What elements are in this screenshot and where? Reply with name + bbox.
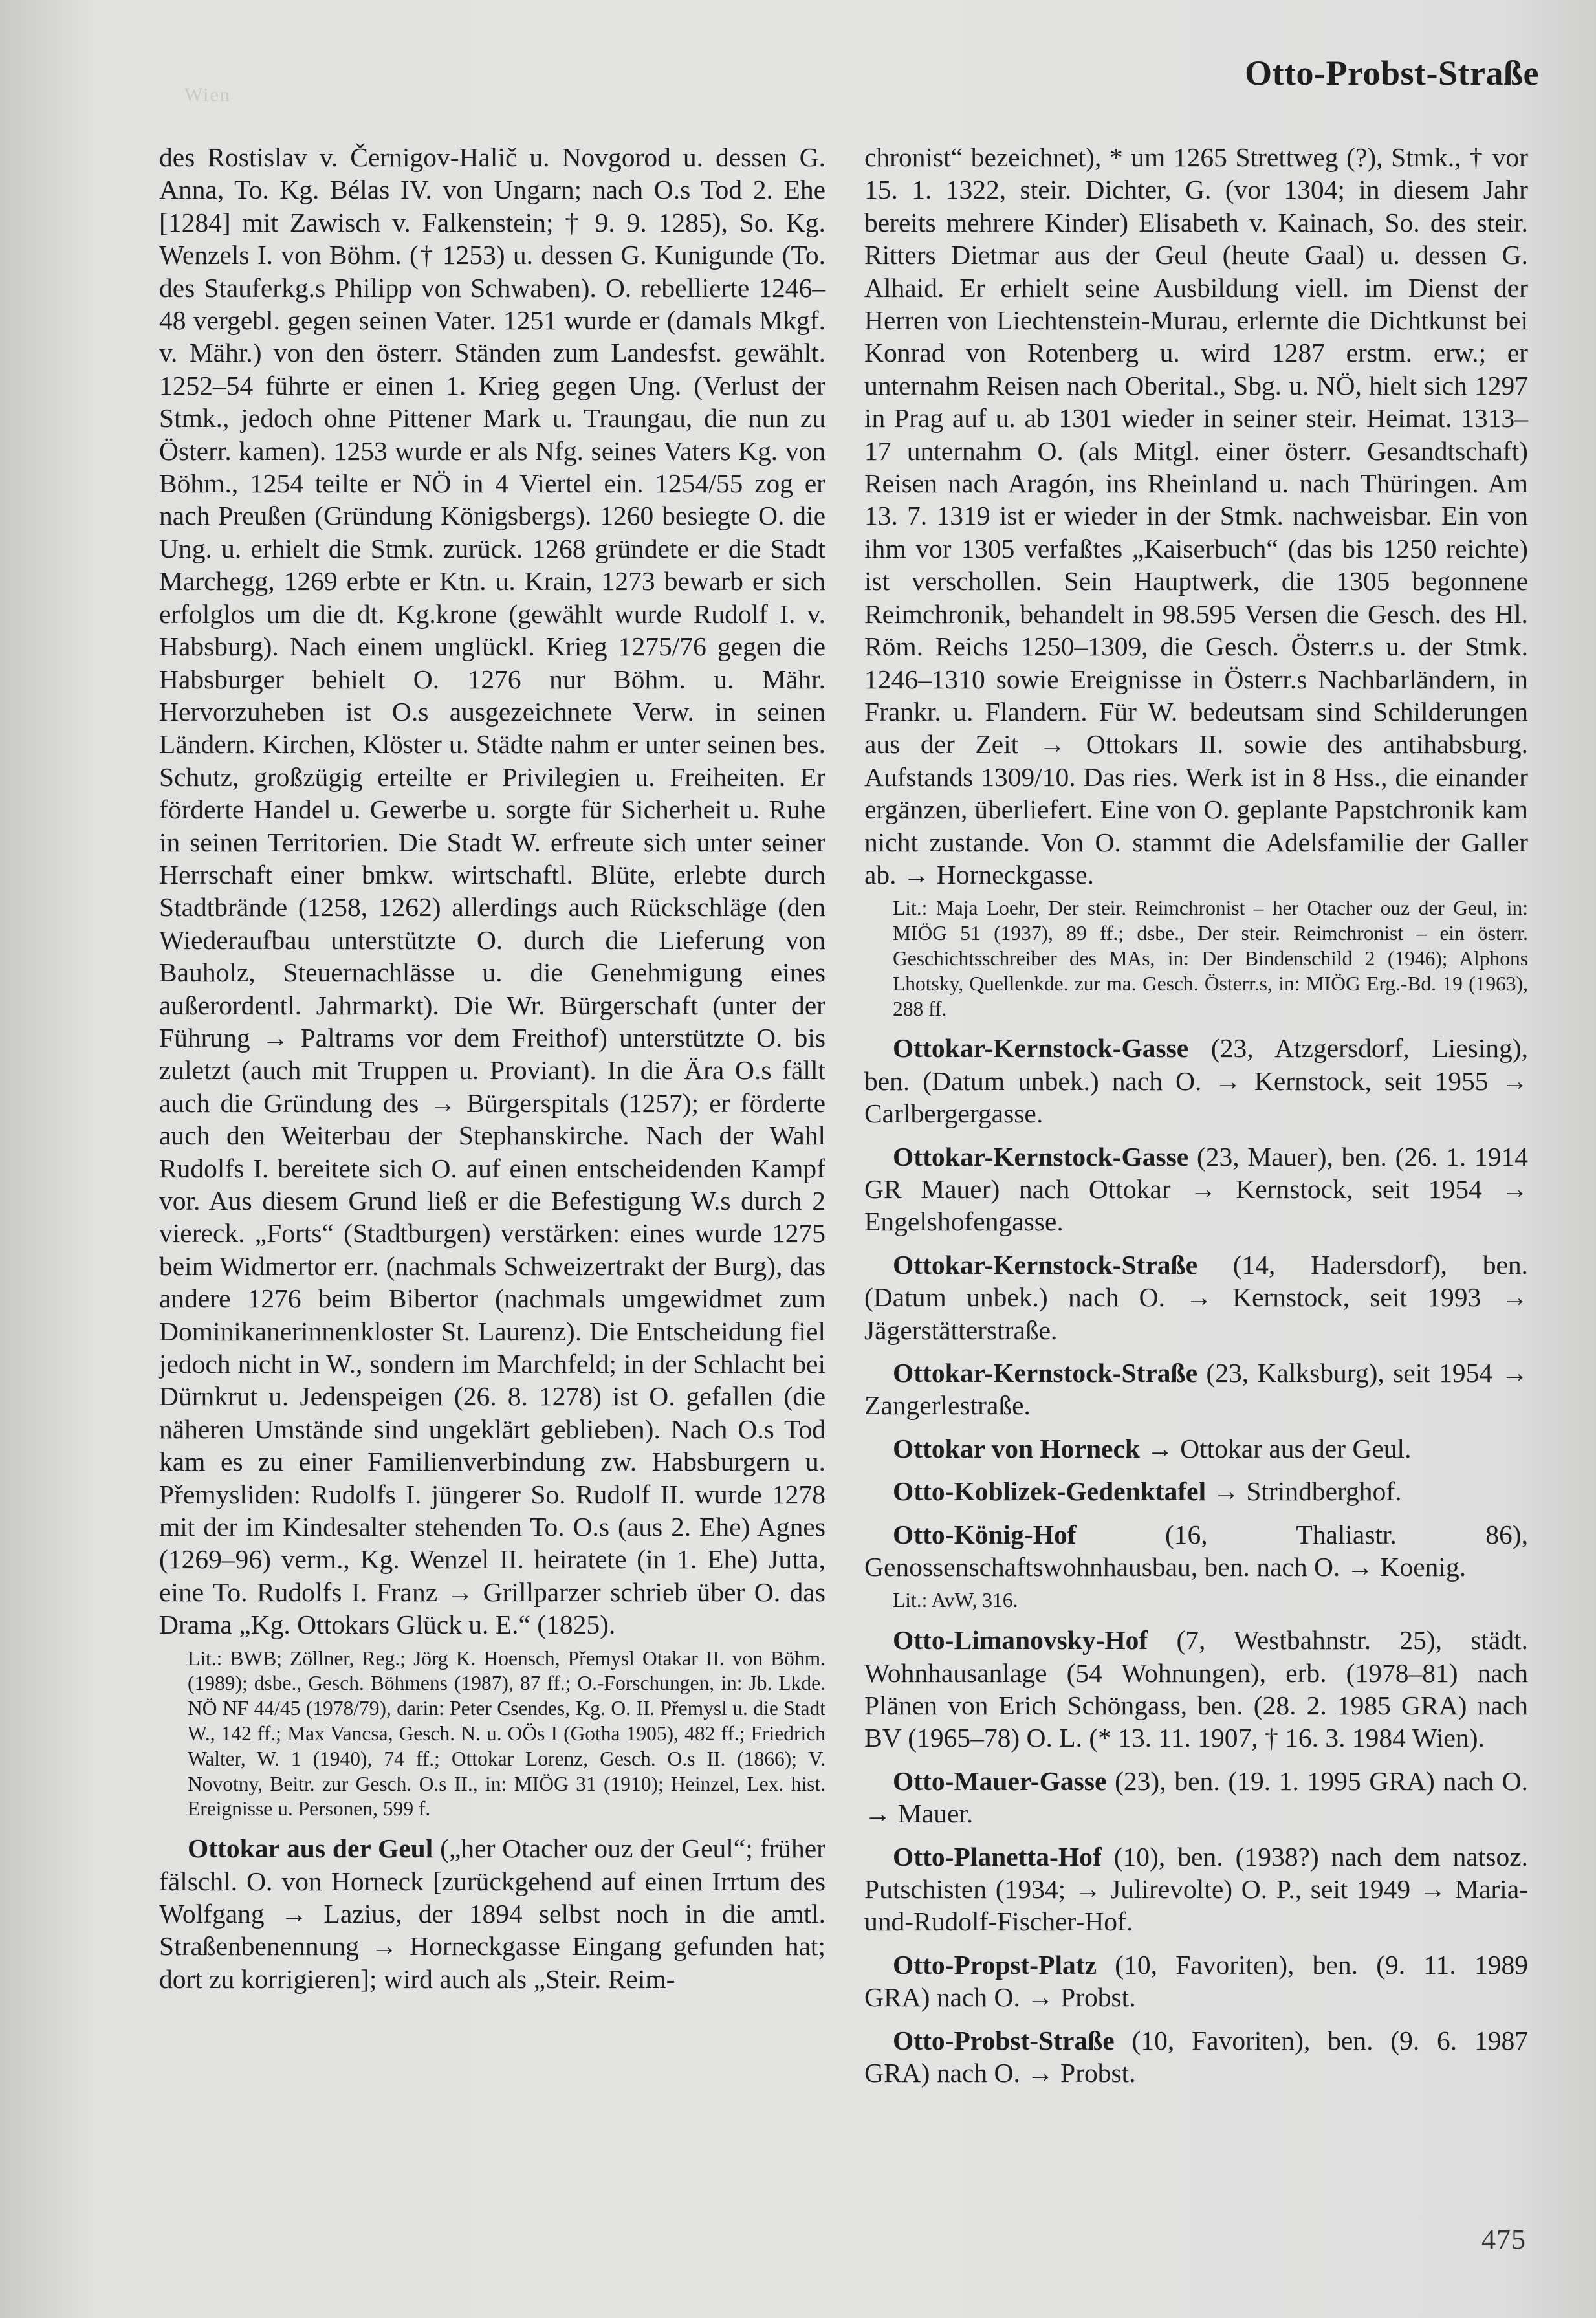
article-continuation-text: chronist“ bezeichnet), * um 1265 Strettweg (?), Stmk., † vor 15. 1. 1322, steir. Dichter, G. (vor 1304; in diesem Jahr bereits mehrere Kinder) Elisabeth v. Kainach, So. des steir. Ritters Dietmar aus der Geul (heute Gaal) u. dessen G. Alhaid. Er erhielt seine Ausbildung viell. im Dienst der Herren von Liechtenstein-Murau, erlernte die Dichtkunst bei Konrad von Rotenberg u. wird 1287 erstm. erw.; er unternahm Reisen nach Oberital., Sbg. u. NÖ, hielt sich 1297 in Prag auf u. ab 1301 wieder in seiner steir. Heimat. 1313–17 unternahm O. (als Mitgl. einer österr. Gesandtschaft) Reisen nach Aragón, ins Rheinland u. nach Thüringen. Am 13. 7. 1319 ist er wieder in der Stmk. nachweisbar. Ein von ihm vor 1305 verfaßtes „Kaiserbuch“ (das bis 1250 reichte) ist verschollen. Sein Hauptwerk, die 1305 begonnene Reimchronik, behandelt in 98.595 Versen die Gesch. des Hl. Röm. Reichs 1250–1309, die Gesch. Österr.s u. der Stmk. 1246–1310 sowie Ereignisse in Österr.s Nachbarländern, in Frankr. u. Flandern. Für W. bedeutsam sind Schilderungen aus der Zeit → Ottokars II. sowie des antihabsburg. Aufstands 1309/10. Das ries. Werk ist in 8 Hss., die einander ergänzen, überliefert. Eine von O. geplante Papstchronik kam nicht zustande. Von O. stammt die Adelsfamilie der Galler ab. → Horneckgasse. [864, 142, 1528, 890]
lexicon-entry [864, 1949, 1528, 2014]
entry-headword: Otto-Limanovsky-Hof [893, 1625, 1148, 1656]
entry-text: (7, Westbahnstr. 25), städt. Wohnhausanlage (54 Wohnungen), erb. (1978–81) nach Plänen von Erich Schöngass, ben. (28. 2. 1985 GRA) nach BV (1965–78) O. L. (* 13. 11. 1907, † 16. 3. 1984 Wien). [864, 1625, 1528, 1753]
running-header-title: Otto-Probst-Straße [1245, 54, 1539, 93]
lexicon-entry [864, 1032, 1528, 1130]
entry-headword: Otto-Mauer-Gasse [893, 1766, 1107, 1796]
entry-headword: Otto-Probst-Straße [893, 2025, 1115, 2055]
right-column [864, 141, 1528, 2094]
entry-text: (10, Favoriten), ben. (9. 6. 1987 GRA) nach O. → Probst. [864, 2025, 1529, 2088]
entry-headword: Otto-Planetta-Hof [893, 1841, 1102, 1872]
left-column [159, 141, 825, 1999]
entry-headword: Ottokar-Kernstock-Straße [893, 1249, 1198, 1280]
entry-text: (23, Mauer), ben. (26. 1. 1914 GR Mauer) nach Ottokar → Kernstock, seit 1954 → Engelshofengasse. [864, 1141, 1528, 1237]
entry-headword: Otto-Koblizek-Gedenktafel [893, 1476, 1207, 1507]
entry-headword: Otto-König-Hof [893, 1519, 1077, 1549]
entry-headword: Ottokar-Kernstock-Gasse [893, 1033, 1189, 1064]
entry-text: → Ottokar aus der Geul. [1146, 1433, 1412, 1463]
entry-text: → Strindberghof. [1212, 1476, 1402, 1507]
lexicon-entry [864, 1518, 1528, 1584]
entry-text: (23, Kalksburg), seit 1954 → Zangerlestraße. [864, 1357, 1529, 1421]
faint-running-mark: Wien [184, 84, 231, 105]
lexicon-entry [864, 1624, 1528, 1755]
entry-headword: Otto-Propst-Platz [893, 1949, 1097, 1980]
entry-text: (23, Atzgersdorf, Liesing), ben. (Datum unbek.) nach O. → Kernstock, seit 1955 → Carlbergergasse. [864, 1033, 1529, 1129]
lexicon-entry [159, 1832, 825, 1995]
lexicon-entry [864, 2024, 1528, 2090]
entry-text: (23), ben. (19. 1. 1995 GRA) nach O. → Mauer. [864, 1766, 1528, 1829]
page-number: 475 [1481, 2224, 1526, 2255]
literature-references: Lit.: BWB; Zöllner, Reg.; Jörg K. Hoensch, Přemysl Otakar II. von Böhm. (1989); dsbe., Gesch. Böhmens (1987), 87 ff.; O.-Forschungen, in: Jb. Lkde. NÖ NF 44/45 (1978/79), darin: Peter Csendes, Kg. O. II. Přemysl u. die Stadt W., 142 ff.; Max Vancsa, Gesch. N. u. OÖs I (Gotha 1905), 482 ff.; Friedrich Walter, W. 1 (1940), 74 ff.; Ottokar Lorenz, Gesch. O.s II. (1866); V. Novotny, Beitr. zur Gesch. O.s II., in: MIÖG 31 (1910); Heinzel, Lex. hist. Ereignisse u. Personen, 599 f. [188, 1646, 825, 1821]
literature-references: Lit.: Maja Loehr, Der steir. Reimchronist – her Otacher ouz der Geul, in: MIÖG 51 (1937), 89 ff.; dsbe., Der steir. Reimchronist – ein österr. Geschichtsschreiber des MAs, in: Der Bindenschild 2 (1946); Alphons Lhotsky, Quellenkde. zur ma. Gesch. Österr.s, in: MIÖG Erg.-Bd. 19 (1963), 288 ff. [893, 897, 1528, 1020]
lexicon-entry [864, 1475, 1528, 1507]
lexicon-entry [864, 1357, 1528, 1422]
entry-text: (10), ben. (1938?) nach dem natsoz. Putschisten (1934; → Julirevolte) O. P., seit 1949 → Maria-und-Rudolf-Fischer-Hof. [864, 1841, 1528, 1937]
entry-text: (14, Hadersdorf), ben. (Datum unbek.) nach O. → Kernstock, seit 1993 → Jägerstätterstraße. [864, 1249, 1529, 1345]
lexicon-entry [864, 1249, 1528, 1346]
lexicon-entry [864, 1841, 1528, 1938]
entry-headword: Ottokar aus der Geul [188, 1833, 433, 1864]
entry-text: („her Otacher ouz der Geul“; früher fälschl. O. von Horneck [zurückgehend auf einen Irrtum des Wolfgang → Lazius, der 1894 selbst noch in die amtl. Straßenbenennung → Horneckgasse Eingang gefunden hat; dort zu korrigieren]; wird auch als „Steir. Reim- [159, 1833, 826, 1994]
entry-text: (10, Favoriten), ben. (9. 11. 1989 GRA) nach O. → Probst. [864, 1949, 1529, 2013]
entry-headword: Ottokar-Kernstock-Straße [893, 1357, 1198, 1388]
article-body-text: des Rostislav v. Černigov-Halič u. Novgorod u. dessen G. Anna, To. Kg. Bélas IV. von Ungarn; nach O.s Tod 2. Ehe [1284] mit Zawisch v. Falkenstein; † 9. 9. 1285), So. Kg. Wenzels I. von Böhm. († 1253) u. dessen G. Kunigunde (To. des Stauferkg.s Philipp von Schwaben). O. rebellierte 1246–48 vergebl. gegen seinen Vater. 1251 wurde er (damals Mkgf. v. Mähr.) von den österr. Ständen zum Landesfst. gewählt. 1252–54 führte er einen 1. Krieg gegen Ung. (Verlust der Stmk., jedoch ohne Pittener Mark u. Traungau, die nun zu Österr. kamen). 1253 wurde er als Nfg. seines Vaters Kg. von Böhm., 1254 teilte er NÖ in 4 Viertel ein. 1254/55 zog er nach Preußen (Gründung Königsbergs). 1260 besiegte O. die Ung. u. erhielt die Stmk. zurück. 1268 gründete er die Stadt Marchegg, 1269 erbte er Ktn. u. Krain, 1273 bewarb er sich erfolglos um die dt. Kg.krone (gewählt wurde Rudolf I. v. Habsburg). Nach einem unglückl. Krieg 1275/76 gegen die Habsburger behielt O. 1276 nur Böhm. u. Mähr. Hervorzuheben ist O.s ausgezeichnete Verw. in seinen Ländern. Kirchen, Klöster u. Städte nahm er unter seinen bes. Schutz, großzügig erteilte er Privilegien u. Freiheiten. Er förderte Handel u. Gewerbe u. sorgte für Sicherheit u. Ruhe in seinen Territorien. Die Stadt W. erfreute sich unter seiner Herrschaft einer bmkw. wirtschaftl. Blüte, erlebte durch Stadtbrände (1258, 1262) allerdings auch Rückschläge (den Wiederaufbau unterstützte O. durch die Lieferung von Bauholz, Steuernachlässe u. die Genehmigung eines außerordentl. Jahrmarkt). Die Wr. Bürgerschaft (unter der Führung → Paltrams vor dem Freithof) unterstützte O. bis zuletzt (auch mit Truppen u. Proviant). In die Ära O.s fällt auch die Gründung des → Bürgerspitals (1257); er förderte auch den Weiterbau der Stephanskirche. Nach der Wahl Rudolfs I. bereitete sich O. auf einen entscheidenden Kampf vor. Aus diesem Grund ließ er die Befestigung W.s durch 2 viereck. „Forts“ (Stadtburgen) verstärken: eines wurde 1275 beim Widmertor err. (nachmals Schweizertrakt der Burg), das andere 1276 beim Bibertor (nachmals umgewidmet zum Dominikanerinnenkloster St. Laurenz). Die Entscheidung fiel jedoch nicht in W., sondern im Marchfeld; in der Schlacht bei Dürnkrut u. Jedenspeigen (26. 8. 1278) ist O. gefallen (die näheren Umstände sind ungeklärt geblieben). Nach O.s Tod kam es zu einer Familienverbindung zw. Habsburgern u. Přemysliden: Rudolfs I. jüngerer So. Rudolf II. wurde 1278 mit der im Kindesalter stehenden To. O.s (aus 2. Ehe) Agnes (1269–96) verm., Kg. Wenzel II. heiratete (in 1. Ehe) Jutta, eine To. Rudolfs I. Franz → Grillparzer schrieb über O. das Drama „Kg. Ottokars Glück u. E.“ (1825). [159, 142, 825, 1640]
entry-text: (16, Thaliastr. 86), Genossenschaftswohnhausbau, ben. nach O. → Koenig. [864, 1519, 1528, 1582]
entry-headword: Ottokar von Horneck [893, 1433, 1140, 1463]
literature-references: Lit.: AvW, 316. [893, 1589, 1018, 1612]
lexicon-entry [864, 1141, 1528, 1238]
lexicon-entry [864, 1432, 1528, 1465]
lexicon-entry [864, 1765, 1528, 1830]
entry-headword: Ottokar-Kernstock-Gasse [893, 1141, 1189, 1172]
